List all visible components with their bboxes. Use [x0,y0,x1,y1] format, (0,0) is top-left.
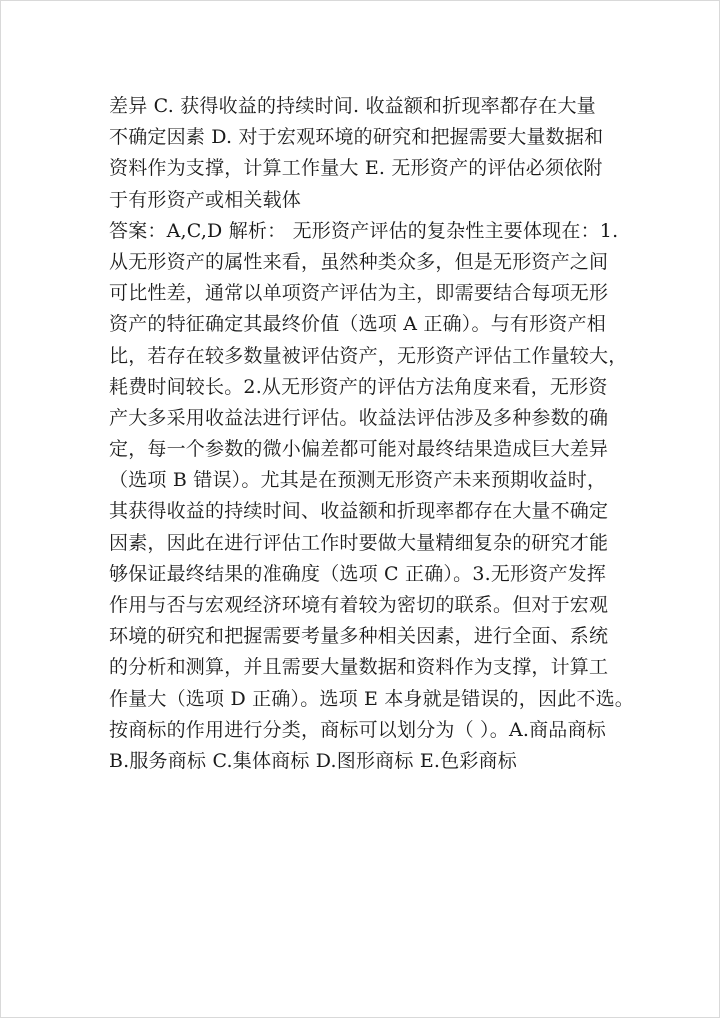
text-line-12: 定，每一个参数的微小偏差都可能对最终结果造成巨大差异 [109,438,609,461]
text-line-5: 答案：A,C,D 解析： 无形资产评估的复杂性主要体现在：1. [109,219,619,242]
text-line-8: 资产的特征确定其最终价值（选项 A 正确）。与有形资产相 [109,313,606,336]
text-line-7: 可比性差，通常以单项资产评估为主，即需要结合每项无形 [109,282,609,305]
document-body-text [109,91,634,777]
text-line-6: 从无形资产的属性来看，虽然种类众多，但是无形资产之间 [109,250,609,273]
text-line-18: 环境的研究和把握需要考量多种相关因素，进行全面、系统 [109,625,609,648]
text-line-22: B.服务商标 C.集体商标 D.图形商标 E.色彩商标 [109,749,517,772]
text-line-19: 的分析和测算，并且需要大量数据和资料作为支撑，计算工 [109,656,609,679]
text-line-2: 不确定因素 D. 对于宏观环境的研究和把握需要大量数据和 [109,126,604,149]
text-line-13: （选项 B 错误）。尤其是在预测无形资产未来预期收益时， [109,469,607,492]
text-line-14: 其获得收益的持续时间、收益额和折现率都存在大量不确定 [109,500,609,523]
text-line-9: 比，若存在较多数量被评估资产，无形资产评估工作量较大， [109,344,628,367]
text-line-3: 资料作为支撑，计算工作量大 E. 无形资产的评估必须依附 [109,157,603,180]
text-line-17: 作用与否与宏观经济环境有着较为密切的联系。但对于宏观 [109,594,609,616]
text-line-11: 产大多采用收益法进行评估。收益法评估涉及多种参数的确 [109,406,609,429]
text-line-16: 够保证最终结果的准确度（选项 C 正确）。3.无形资产发挥 [109,562,607,585]
text-line-4: 于有形资产或相关载体 [109,188,302,211]
text-line-1: 差异 C. 获得收益的持续时间. 收益额和折现率都存在大量 [109,95,596,117]
text-line-20: 作量大（选项 D 正确）。选项 E 本身就是错误的，因此不选。 [109,687,634,710]
text-line-21: 按商标的作用进行分类，商标可以划分为（ ）。A.商品商标 [109,718,606,741]
text-line-15: 因素，因此在进行评估工作时要做大量精细复杂的研究才能 [109,531,609,554]
text-line-10: 耗费时间较长。2.从无形资产的评估方法角度来看，无形资 [109,375,608,398]
